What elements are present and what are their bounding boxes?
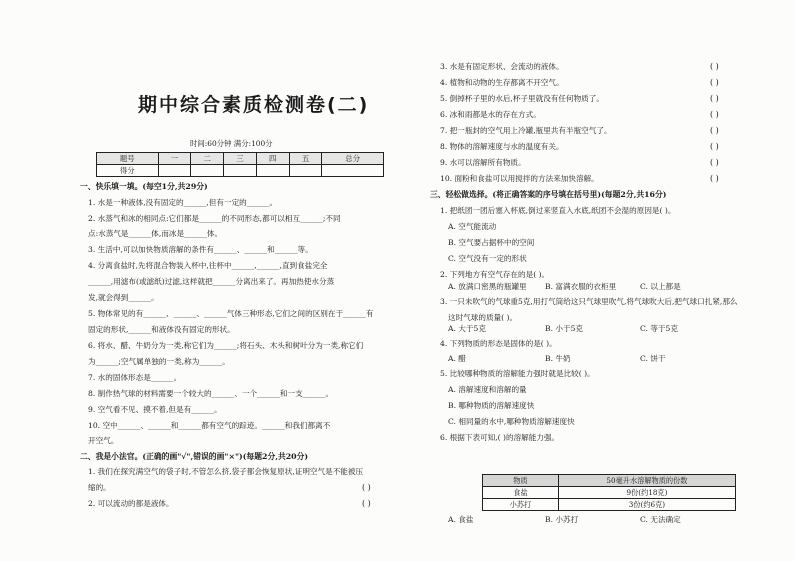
solubility-header-row — [483, 475, 736, 487]
question-line: 点:水蒸气是______体,而冰是______体。 — [88, 229, 223, 238]
question-line: B. 哪种物质的溶解速度快 — [448, 401, 535, 410]
score-table — [96, 152, 384, 177]
question-line: 6. 将水、醋、牛奶分为一类,称它们为______;将石头、木头和树叶分为一类,称它们 — [88, 341, 364, 350]
solubility-cell: 小苏打 — [483, 499, 559, 511]
solubility-row — [483, 487, 736, 499]
question-line: 4. 分离食盐时,先将混合物装入杯中,往杯中______,______,直到食盐完全 — [88, 261, 328, 270]
solubility-cell: 9份(约18克) — [558, 487, 735, 499]
question-line: 9. 空气看不见、摸不着,但是有______。 — [88, 405, 222, 414]
question-line: 5. 物体常见的有______、______、______气体三种形态,它们之间的区别在于______有 — [88, 309, 374, 318]
question-line: 固定的形状,______和液体没有固定的形状。 — [88, 325, 235, 334]
question-line: 6. 根据下表可知,( )的溶解能力强。 — [440, 433, 560, 442]
question-line: ______,用滤布(或滤纸)过滤,这样就把______分离出来了。再加热使水分蒸 — [88, 277, 335, 286]
question-line: A. 空气能流动 — [448, 222, 497, 231]
question-line: 为______;空气属单独的一类,称为______。 — [88, 357, 230, 366]
score-cell — [256, 165, 289, 177]
option-q4: C. 饼干 — [640, 354, 666, 363]
answer-parens: ( ) — [710, 174, 719, 183]
solubility-row — [483, 499, 736, 511]
option-q2: C. 以上都是 — [640, 282, 681, 291]
question-line: 5. 倒掉杯子里的水后,杯子里就没有任何物质了。 — [440, 94, 604, 103]
question-line: C. 相同量的水中,哪种物质溶解速度快 — [448, 417, 575, 426]
question-line: 2. 水蒸气和冰的相同点:它们都是______的不同形态,都可以相互______;不同 — [88, 214, 341, 223]
question-line: 这时气球的质量( )。 — [448, 313, 518, 322]
question-line: 4. 下列物质的形态是固体的是( )。 — [440, 339, 557, 348]
question-line: 8. 物体的溶解速度与水的温度有关。 — [440, 142, 564, 151]
option-q2: A. 放满口密黑的瓶罐里 — [448, 282, 527, 291]
score-cell: 一 — [158, 153, 191, 165]
question-line: 3. 一只未吹气的气球重5克,用打气筒给这只气球里吹气,将气球吹大后,把气球口扎紧,那么 — [440, 297, 738, 306]
score-cell: 总分 — [322, 153, 384, 165]
solubility-cell: 物质 — [483, 475, 559, 487]
answer-parens: ( ) — [362, 483, 371, 492]
question-line: 3. 水是有固定形状、会流动的液体。 — [440, 62, 564, 71]
score-cell: 得分 — [97, 165, 159, 177]
answer-parens: ( ) — [710, 110, 719, 119]
option-q6: C. 无法确定 — [640, 515, 681, 524]
option-q4: A. 醋 — [448, 354, 466, 363]
answer-parens: ( ) — [710, 126, 719, 135]
question-line: 发,就会得到______。 — [88, 293, 159, 302]
question-line: 10. 空中______、______和______都有空气的踪迹。______和我们都离不 — [88, 421, 331, 430]
score-cell — [289, 165, 322, 177]
option-q2: B. 富满衣服的衣柜里 — [545, 282, 617, 291]
time-score-info: 时间:60分钟 满分:100分 — [190, 139, 273, 148]
option-q6: B. 小苏打 — [545, 515, 579, 524]
question-line: 1. 把纸团一团后塞入杯底,倒过来竖直入水底,纸团不会湿的原因是( )。 — [440, 206, 676, 215]
question-line: 1. 水是一种液体,没有固定的______,但有一定的______。 — [88, 198, 278, 207]
score-cell — [224, 165, 257, 177]
answer-parens: ( ) — [710, 78, 719, 87]
score-cell — [322, 165, 384, 177]
score-table-score-row — [97, 165, 384, 177]
answer-parens: ( ) — [362, 499, 371, 508]
score-cell — [158, 165, 191, 177]
question-line: 1. 我们在探究满空气的袋子时,不管怎么挤,袋子都会恢复原状,证明空气是不能被压 — [88, 467, 364, 476]
option-q3: B. 小于5克 — [545, 324, 584, 333]
page-title: 期中综合素质检测卷(二) — [138, 94, 370, 116]
score-cell: 五 — [289, 153, 322, 165]
answer-parens: ( ) — [710, 158, 719, 167]
solubility-table — [482, 474, 736, 511]
question-line: 7. 水的固体形态是______。 — [88, 373, 182, 382]
section-heading: 三、轻松做选择。(将正确答案的序号填在括号里)(每题2分,共16分) — [430, 190, 667, 199]
score-cell: 二 — [191, 153, 224, 165]
question-line: 9. 水可以溶解所有物质。 — [440, 158, 526, 167]
question-line: 5. 比较哪种物质的溶解能力强时就是比较( )。 — [440, 369, 595, 378]
question-line: 开空气。 — [88, 436, 119, 445]
question-line: C. 空气没有一定的形状 — [448, 254, 527, 263]
option-q3: C. 等于5克 — [640, 324, 678, 333]
question-line: 4. 植物和动物的生存都离不开空气。 — [440, 78, 564, 87]
section-heading: 一、快乐填一填。(每空1分,共29分) — [80, 182, 208, 191]
score-cell: 题号 — [97, 153, 159, 165]
question-line: 6. 冰和雨都是水的存在方式。 — [440, 110, 541, 119]
score-cell: 三 — [224, 153, 257, 165]
question-line: A. 溶解速度和溶解的量 — [448, 385, 527, 394]
solubility-cell: 食盐 — [483, 487, 559, 499]
answer-parens: ( ) — [710, 62, 719, 71]
section-heading: 二、我是小法官。(正确的画"√",错误的画"×")(每题2分,共20分) — [80, 452, 309, 461]
option-q3: A. 大于5克 — [448, 324, 486, 333]
question-line: 3. 生活中,可以加快物质溶解的条件有______、______和______等。 — [88, 245, 313, 254]
answer-parens: ( ) — [710, 142, 719, 151]
solubility-cell: 3份(约6克) — [558, 499, 735, 511]
score-cell — [191, 165, 224, 177]
question-line: 缩的。 — [88, 483, 111, 492]
answer-parens: ( ) — [710, 94, 719, 103]
score-table-header-row — [97, 153, 384, 165]
question-line: 10. 面粉和食盐可以用搅拌的方法来加快溶解。 — [440, 174, 599, 183]
score-cell: 四 — [256, 153, 289, 165]
option-q4: B. 牛奶 — [545, 354, 571, 363]
question-line: 2. 下列地方有空气存在的是( )。 — [440, 270, 550, 279]
question-line: 8. 制作热气球的材料需要一个较大的______、一个______和一支______。 — [88, 389, 334, 398]
question-line: 2. 可以流动的都是液体。 — [88, 499, 174, 508]
question-line: B. 空气要占据杯中的空间 — [448, 238, 535, 247]
option-q6: A. 食盐 — [448, 515, 474, 524]
question-line: 7. 把一瓶封的空气用上冷罐,瓶里共有半瓶空气了。 — [440, 126, 612, 135]
solubility-cell: 50毫升水溶解物质的份数 — [558, 475, 735, 487]
